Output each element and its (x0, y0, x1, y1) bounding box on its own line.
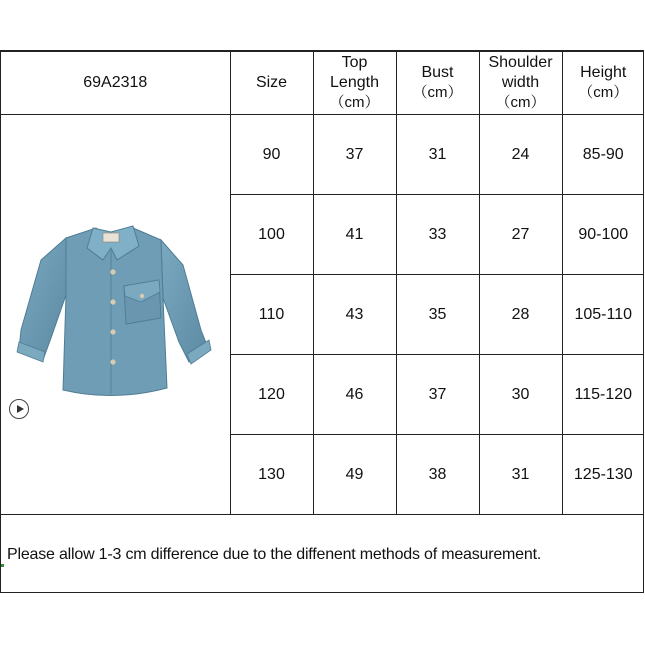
play-circle-icon[interactable] (9, 399, 29, 419)
size-table (1, 51, 644, 515)
header-bust-unit: （cm） (412, 84, 463, 101)
header-height-line1: Height (580, 64, 627, 81)
measurement-note: Please allow 1-3 cm difference due to the diffenent methods of measurement. (7, 546, 542, 563)
cell-size: 110 (230, 275, 313, 355)
cell-shoulder-width: 24 (479, 115, 562, 195)
cell-bust: 37 (396, 355, 479, 435)
cell-shoulder-width: 28 (479, 275, 562, 355)
header-shoulder-line1: Shoulder (488, 54, 553, 71)
cell-top-length: 43 (313, 275, 396, 355)
cell-bust: 33 (396, 195, 479, 275)
cell-height: 125-130 (562, 435, 644, 515)
blue-shirt-icon (11, 220, 216, 400)
cell-size: 100 (230, 195, 313, 275)
model-code: 69A2318 (1, 52, 230, 115)
cell-top-length: 37 (313, 115, 396, 195)
header-top-length (313, 52, 396, 115)
header-row (1, 52, 644, 115)
header-height-unit: （cm） (578, 84, 629, 101)
cell-shoulder-width: 31 (479, 435, 562, 515)
header-top-length-line2: Length (330, 74, 379, 91)
cell-height: 115-120 (562, 355, 644, 435)
product-photo (1, 115, 230, 514)
cell-size: 90 (230, 115, 313, 195)
table-row (1, 115, 644, 195)
size-chart-sheet (0, 50, 644, 593)
cell-bust: 31 (396, 115, 479, 195)
product-photo-cell (1, 115, 230, 515)
cell-bust: 38 (396, 435, 479, 515)
cell-shoulder-width: 27 (479, 195, 562, 275)
header-height (562, 52, 644, 115)
cell-size: 130 (230, 435, 313, 515)
cell-bust: 35 (396, 275, 479, 355)
cell-height: 90-100 (562, 195, 644, 275)
header-shoulder-unit: （cm） (495, 94, 546, 111)
header-shoulder-line2: width (501, 74, 540, 91)
cell-height: 105-110 (562, 275, 644, 355)
header-size: Size (230, 52, 313, 115)
cell-top-length: 41 (313, 195, 396, 275)
header-bust-line1: Bust (421, 64, 454, 81)
cell-size: 120 (230, 355, 313, 435)
header-shoulder-width (479, 52, 562, 115)
cell-top-length: 46 (313, 355, 396, 435)
header-top-length-unit: （cm） (329, 94, 380, 111)
header-bust (396, 52, 479, 115)
cell-top-length: 49 (313, 435, 396, 515)
cell-shoulder-width: 30 (479, 355, 562, 435)
corner-mark (1, 564, 4, 567)
cell-height: 85-90 (562, 115, 644, 195)
header-top-length-line1: Top (341, 54, 368, 71)
